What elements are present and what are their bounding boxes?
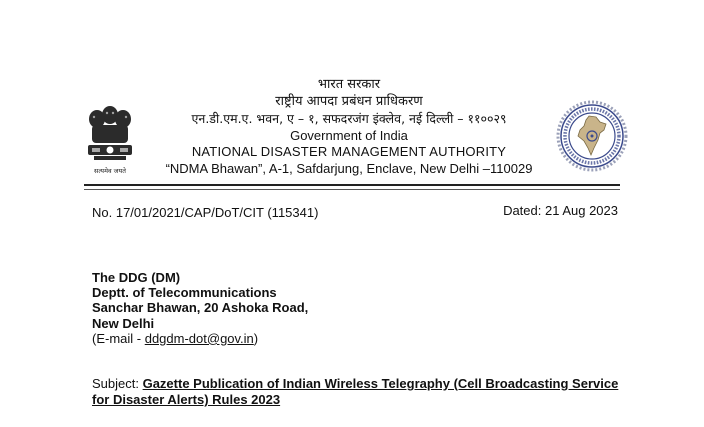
addressee-line-1: The DDG (DM)	[92, 270, 181, 285]
addressee-line-2: Deptt. of Telecommunications	[92, 285, 277, 301]
email-prefix: (E-mail -	[92, 330, 145, 346]
email-link[interactable]: ddgdm-dot@gov.in	[144, 330, 254, 346]
subject-block	[92, 376, 622, 408]
subject-text: Gazette Publication of Indian Wireless Telegraphy (Cell Broadcasting Service for Disaster Alerts) Rules 2023	[92, 376, 619, 407]
header-hindi-authority: राष्ट्रीय आपदा प्रबंधन प्राधिकरण	[275, 94, 423, 109]
letterhead	[140, 76, 558, 178]
header-address: “NDMA Bhawan”, A-1, Safdarjung, Enclave, New Delhi –110029	[165, 161, 533, 176]
header-authority: NATIONAL DISASTER MANAGEMENT AUTHORITY	[191, 144, 507, 159]
addressee-line-3: Sanchar Bhawan, 20 Ashoka Road,	[92, 300, 309, 316]
state-emblem-icon	[80, 103, 140, 177]
emblem-caption: सत्यमेव जयते	[94, 167, 126, 175]
header-hindi-govt: भारत सरकार	[317, 77, 381, 92]
header-rule-thin	[84, 189, 620, 190]
reference-number: No. 17/01/2021/CAP/DoT/CIT (115341)	[92, 205, 319, 220]
email-suffix: )	[253, 330, 259, 346]
letter-date: Dated: 21 Aug 2023	[503, 203, 618, 218]
ndma-seal-icon	[556, 100, 628, 172]
addressee-block	[92, 270, 308, 346]
header-rule-thick	[84, 184, 620, 186]
subject-label: Subject:	[92, 376, 143, 391]
addressee-line-4: New Delhi	[92, 315, 155, 331]
header-hindi-address: एन.डी.एम.ए. भवन, ए – १, सफदरजंग इंक्लेव, नई दिल्ली – ११००२९	[191, 111, 507, 126]
header-government: Government of India	[290, 128, 408, 143]
addressee-email-line	[92, 331, 308, 346]
